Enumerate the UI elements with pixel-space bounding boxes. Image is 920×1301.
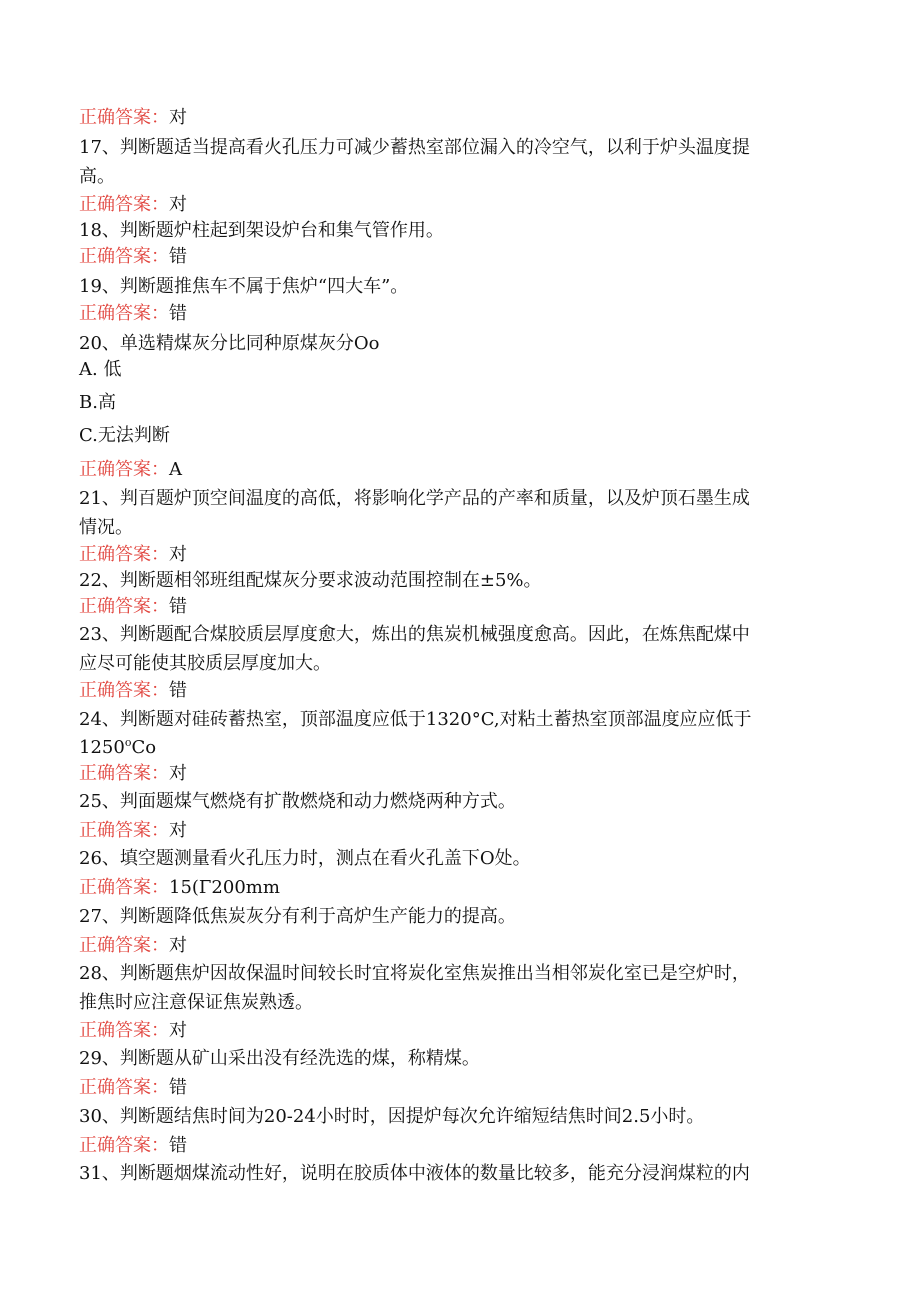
question-text: 28、判断题焦炉因故保温时间较长时宜将炭化室焦炭推出当相邻炭化室已是空炉时， (79, 963, 750, 984)
question-text: 18、判断题炉柱起到架设炉台和集气管作用。 (79, 220, 444, 241)
answer-line (79, 302, 187, 326)
answer-value: 对 (169, 820, 187, 841)
option-b: B.高 (79, 392, 116, 413)
answer-value: 对 (169, 763, 187, 784)
answer-label: 正确答案： (79, 596, 169, 617)
answer-label: 正确答案： (79, 1135, 169, 1156)
question-text: 26、填空题测量看火孔压力时，测点在看火孔盖下O处。 (79, 848, 531, 869)
answer-value: 错 (169, 246, 187, 267)
answer-label: 正确答案： (79, 246, 169, 267)
answer-label: 正确答案： (79, 303, 169, 324)
answer-value: 错 (169, 303, 187, 324)
answer-label: 正确答案： (79, 1077, 169, 1098)
question-text: 17、判断题适当提高看火孔压力可减少蓄热室部位漏入的冷空气，以利于炉头温度提 (79, 137, 750, 158)
question-text: 19、判断题推焦车不属于焦炉“四大车”。 (79, 276, 409, 297)
answer-value: 错 (169, 1135, 187, 1156)
answer-label: 正确答案： (79, 1020, 169, 1041)
question-text: 应尽可能使其胶质层厚度加大。 (79, 653, 331, 674)
answer-line (79, 543, 187, 567)
answer-label: 正确答案： (79, 820, 169, 841)
question-text: 27、判断题降低焦炭灰分有利于高炉生产能力的提高。 (79, 906, 516, 927)
answer-line (79, 1134, 187, 1158)
option-c: C.无法判断 (79, 425, 170, 446)
answer-line (79, 679, 187, 703)
answer-label: 正确答案： (79, 194, 169, 215)
question-text: 1250$^o$Co (79, 736, 157, 758)
answer-value: 错 (169, 680, 187, 701)
answer-value: 错 (169, 1077, 187, 1098)
question-text: 30、判断题结焦时间为20-24小时时，因提炉每次允许缩短结焦时间2.5小时。 (79, 1106, 705, 1127)
answer-value: 对 (169, 1020, 187, 1041)
answer-value: 对 (169, 544, 187, 565)
answer-line (79, 819, 187, 843)
answer-line (79, 1019, 187, 1043)
question-text: 23、判断题配合煤胶质层厚度愈大，炼出的焦炭机械强度愈高。因此，在炼焦配煤中 (79, 624, 750, 645)
answer-value: 错 (169, 596, 187, 617)
answer-value: A (169, 459, 182, 480)
answer-line (79, 595, 187, 619)
answer-value: 对 (169, 935, 187, 956)
option-a: A. 低 (79, 359, 122, 380)
question-text: 25、判面题煤气燃烧有扩散燃烧和动力燃烧两种方式。 (79, 791, 516, 812)
answer-line (79, 458, 182, 482)
answer-value: 15(Γ200mm (169, 877, 280, 898)
answer-line (79, 193, 187, 217)
answer-label: 正确答案： (79, 459, 169, 480)
answer-line (79, 245, 187, 269)
question-text: 推焦时应注意保证焦炭熟透。 (79, 992, 313, 1013)
answer-label: 正确答案： (79, 680, 169, 701)
answer-value: 对 (169, 194, 187, 215)
answer-line (79, 934, 187, 958)
question-text: 20、单选精煤灰分比同种原煤灰分Oo (79, 333, 380, 354)
question-text: 24、判断题对硅砖蓄热室，顶部温度应低于1320°C,对粘土蓄热室顶部温度应应低于 (79, 709, 752, 730)
question-text: 22、判断题相邻班组配煤灰分要求波动范围控制在±5%。 (79, 570, 542, 591)
answer-line (79, 106, 187, 130)
answer-value: 对 (169, 107, 187, 128)
answer-label: 正确答案： (79, 544, 169, 565)
answer-label: 正确答案： (79, 107, 169, 128)
question-text: 情况。 (79, 517, 133, 538)
question-text: 31、判断题烟煤流动性好，说明在胶质体中液体的数量比较多，能充分浸润煤粒的内 (79, 1163, 750, 1184)
answer-label: 正确答案： (79, 935, 169, 956)
answer-line (79, 762, 187, 786)
answer-label: 正确答案： (79, 763, 169, 784)
answer-label: 正确答案： (79, 877, 169, 898)
question-text: 高。 (79, 166, 115, 187)
answer-line (79, 1076, 187, 1100)
question-text: 21、判百题炉顶空间温度的高低，将影响化学产品的产率和质量，以及炉顶石墨生成 (79, 488, 750, 509)
question-text: 29、判断题从矿山采出没有经洗选的煤，称精煤。 (79, 1048, 480, 1069)
answer-line (79, 876, 280, 900)
